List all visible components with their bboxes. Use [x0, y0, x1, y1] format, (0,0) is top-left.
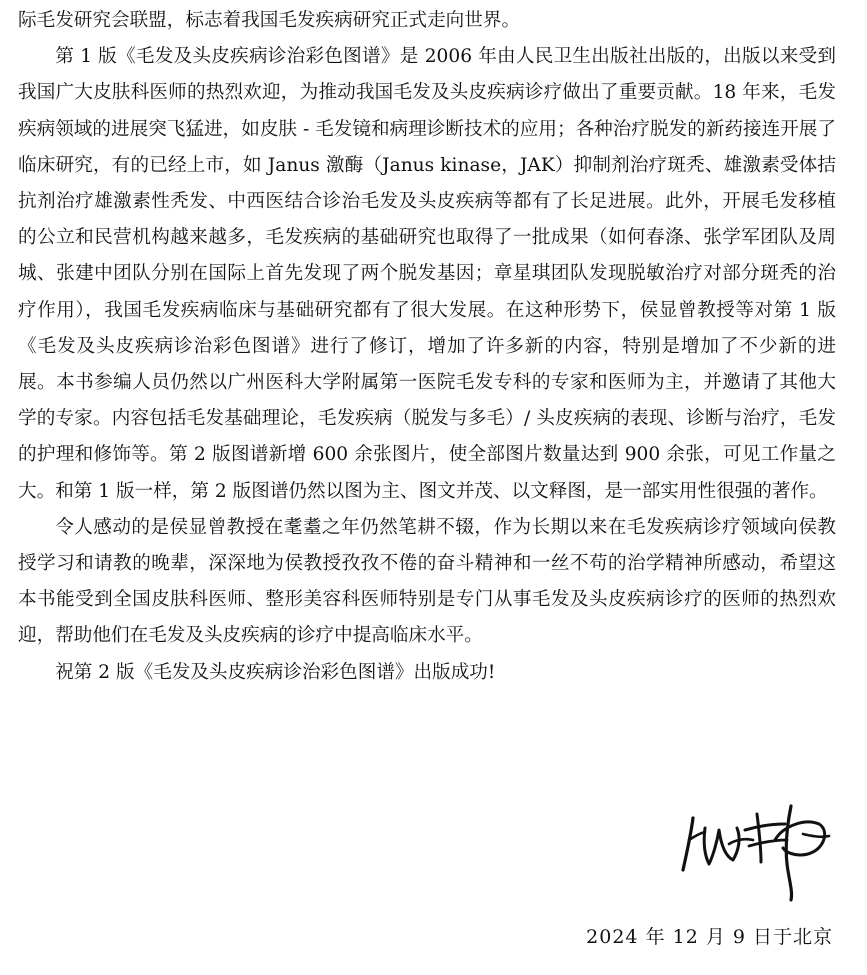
paragraph-congratulation: 祝第 2 版《毛发及头皮疾病诊治彩色图谱》出版成功! — [55, 661, 496, 683]
document-body — [18, 3, 836, 691]
handwritten-signature-icon — [675, 800, 835, 905]
paragraph-continuation: 际毛发研究会联盟，标志着我国毛发疾病研究正式走向世界。 — [18, 10, 521, 31]
paragraph-revision-history: 第 1 版《毛发及头皮疾病诊治彩色图谱》是 2006 年由人民卫生出版社出版的，出版以来受到我国广大皮肤科医师的热烈欢迎，为推动我国毛发及头皮疾病诊疗做出了重要贡献。18 年来，毛发疾病领域的进展突飞猛进，如皮肤 - 毛发镜和病理诊断技术的应用；各种治疗脱发的新药接连开展了临床研究，有的已经上市，如 Janus 激酶（Janus kinase，JAK）抑制剂治疗斑秃、雄激素受体拮抗剂治疗雄激素性秃发、中西医结合诊治毛发及头皮疾病等都有了长足进展。此外，开展毛发移植的公立和民营机构越来越多，毛发疾病的基础研究也取得了一批成果（如何春涤、张学军团队及周城、张建中团队分别在国际上首先发现了两个脱发基因；章星琪团队发现脱敏治疗对部分斑秃的治疗作用），我国毛发疾病临床与基础研究都有了很大发展。在这种形势下，侯显曾教授等对第 1 版《毛发及头皮疾病诊治彩色图谱》进行了修订，增加了许多新的内容，特别是增加了不少新的进展。本书参编人员仍然以广州医科大学附属第一医院毛发专科的专家和医师为主，并邀请了其他大学的专家。内容包括毛发基础理论，毛发疾病（脱发与多毛）/ 头皮疾病的表现、诊断与治疗，毛发的护理和修饰等。第 2 版图谱新增 600 余张图片，使全部图片数量达到 900 余张，可见工作量之大。和第 1 版一样，第 2 版图谱仍然以图为主、图文并茂、以文释图，是一部实用性很强的著作。 — [18, 46, 836, 502]
paragraph-acknowledgement: 令人感动的是侯显曾教授在耄耋之年仍然笔耕不辍，作为长期以来在毛发疾病诊疗领域向侯教授学习和请教的晚辈，深深地为侯教授孜孜不倦的奋斗精神和一丝不苟的治学精神所感动，希望这本书能受到全国皮肤科医师、整形美容科医师特别是专门从事毛发及头皮疾病诊疗的医师的热烈欢迎，帮助他们在毛发及头皮疾病的诊疗中提高临床水平。 — [18, 516, 836, 647]
date-and-place: 2024 年 12 月 9 日于北京 — [586, 926, 833, 948]
